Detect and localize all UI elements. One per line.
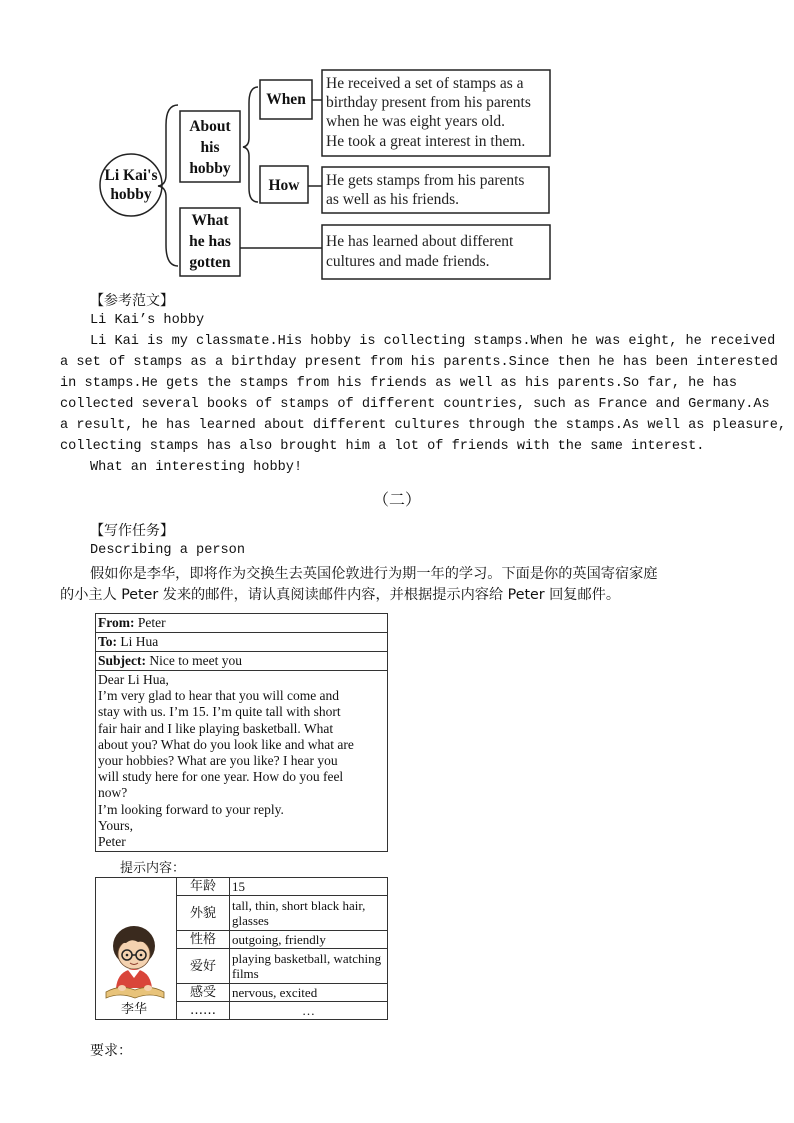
root-node [100,154,162,216]
root-line-1: Li Kai's [104,167,158,184]
email-body-line: Peter [98,834,126,850]
when-label: When [266,91,306,108]
person-name: 李华 [120,1002,148,1016]
subject-value: Nice to meet you [149,653,242,668]
email-body-line: I’m very glad to hear that you will come and [98,688,340,704]
hint-key-feeling: 感受 [177,984,230,1002]
email-table [95,613,388,852]
essay-line-5: a result, he has learned about different cultures through the stamps.As well as pleasure, [60,418,787,433]
root-line-2: hobby [110,186,152,203]
essay-line-1: Li Kai is my classmate.His hobby is collecting stamps.When he was eight, he received [90,334,776,349]
from-value: Peter [137,615,166,630]
essay-line-2: a set of stamps as a birthday present from his parents.Since then he has been interested [60,355,778,370]
how-line-1: He gets stamps from his parents [326,172,525,189]
hint-value-age: 15 [230,878,388,896]
hint-value-hobby: playing basketball, watching films [230,949,388,984]
when-line-3: when he was eight years old. [326,113,506,130]
hint-key-more: …… [177,1002,230,1020]
email-body-line: now? [98,785,128,801]
hobby-mind-map [0,0,794,290]
essay-title: Li Kai’s hobby [90,313,205,328]
email-to-row [96,633,388,652]
about-brace [243,87,258,202]
about-line-1: About [189,118,231,135]
email-body-line: Yours, [98,817,134,833]
hint-key-personality: 性格 [177,931,230,949]
essay-line-6: collecting stamps has also brought him a lot of friends with the same interest. [60,439,705,454]
how-line-2: as well as his friends. [326,191,460,208]
when-line-1: He received a set of stamps as a [326,75,524,92]
to-value: Li Hua [120,634,159,649]
student-reading-icon [100,918,172,1016]
reference-essay-heading: 【参考范文】 [90,293,174,309]
subject-label: Subject: [98,653,146,668]
root-brace [158,105,178,266]
how-label: How [268,177,300,194]
gotten-line-2: he has [189,233,231,250]
email-body-line: Dear Li Hua, [98,672,169,687]
gotten-detail-line-2: cultures and made friends. [326,253,490,270]
email-body-line: fair hair and I like playing basketball. What [98,720,334,736]
from-label: From: [98,615,135,630]
to-label: To: [98,634,118,649]
about-line-3: hobby [189,160,231,177]
hint-value-feeling: nervous, excited [230,984,388,1002]
task-title: Describing a person [90,543,245,558]
gotten-line-3: gotten [189,254,231,271]
writing-task-heading: 【写作任务】 [90,523,174,539]
requirements-label: 要求： [90,1043,132,1059]
email-from-row [96,614,388,633]
hint-key-hobby: 爱好 [177,949,230,984]
task-intro-line-2: 的小主人 Peter 发来的邮件，请认真阅读邮件内容，并根据提示内容给 Peter 回复邮件。 [60,587,621,603]
when-line-2: birthday present from his parents [326,94,531,111]
email-body [96,671,388,852]
about-line-2: his [200,139,220,156]
essay-line-3: in stamps.He gets the stamps from his friends as well as his parents.So far, he has [60,376,738,391]
hint-key-appearance: 外貌 [177,896,230,931]
email-body-line: I’m looking forward to your reply. [98,801,284,817]
email-body-line: stay with us. I’m 15. I’m quite tall with short [98,704,341,720]
hint-table [95,877,388,1020]
email-subject-row [96,652,388,671]
email-body-line: will study here for one year. How do you feel [98,769,344,785]
email-body-line: about you? What do you look like and what are [98,736,354,752]
essay-line-4: collected several books of stamps of different countries, such as France and Germany.As [60,397,770,412]
email-body-line: your hobbies? What are you like? I hear you [98,753,338,769]
hint-label: 提示内容： [120,861,186,876]
when-line-4: He took a great interest in them. [326,133,526,150]
hint-value-appearance: tall, thin, short black hair, glasses [230,896,388,931]
li-hua-cell [96,878,177,1020]
section-number: （二） [372,490,421,509]
hint-value-more: … [230,1002,388,1020]
essay-closing: What an interesting hobby! [90,460,303,475]
gotten-line-1: What [191,212,229,229]
gotten-detail-line-1: He has learned about different [326,233,514,250]
task-intro-line-1: 假如你是李华，即将作为交换生去英国伦敦进行为期一年的学习。下面是你的英国寄宿家庭 [90,566,658,582]
hint-key-age: 年龄 [177,878,230,896]
hint-value-personality: outgoing, friendly [230,931,388,949]
